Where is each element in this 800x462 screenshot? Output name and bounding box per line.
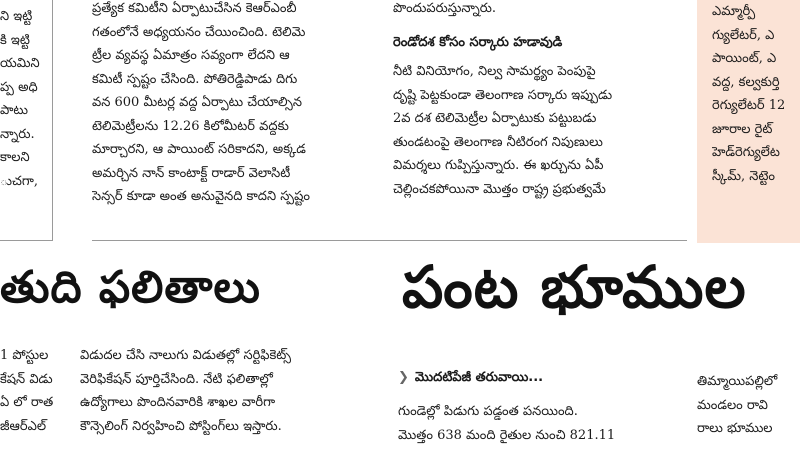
paragraph-end: పొందుపరుస్తున్నారు.	[393, 1, 497, 16]
text-line: ఉద్యోగాలు పొందినవారికి శాఖల వారీగా	[80, 395, 276, 410]
headline-right: పంట భూముల	[402, 253, 747, 321]
text-line: జూరాల రైట్	[712, 121, 773, 137]
text-line: మొత్తం 638 మంది రైతుల నుంచి 821.11	[398, 427, 616, 443]
text-line: ఎమ్మార్పీ	[712, 4, 756, 19]
text-line: వద్ద, కల్వకుర్తి	[712, 74, 780, 90]
text-line: న్నారు.	[0, 126, 35, 142]
text-line: పాటు	[0, 103, 28, 118]
continued-label: మొదటిపేజీ తరువాయి...	[414, 370, 544, 385]
text-line: అమర్చిన నాన్ కాంటాక్ట్ రాడార్ వెలాసిటీ	[92, 165, 291, 181]
text-line: హెడ్‌రెగ్యులేట	[712, 145, 780, 160]
text-line: ఏ లో రాత	[0, 395, 54, 410]
text-line: 1 పోస్టుల	[0, 348, 49, 363]
column-divider	[52, 0, 53, 240]
text-line: ప్రత్యేక కమిటీని ఏర్పాటుచేసిన కెఆర్‌ఎంబీ	[92, 1, 297, 16]
text-line: పాయింట్, ఎ	[712, 51, 777, 66]
highlight-box-text	[712, 0, 800, 188]
bottom-center-column	[80, 344, 370, 438]
text-line: జీఆర్‌ఎల్	[0, 418, 47, 434]
text-line: విడుదల చేసి నాలుగు విడుతల్లో సర్టిఫికెట్స్	[80, 348, 292, 363]
text-line: ని ఇట్టి	[0, 9, 33, 24]
text-line: ప్ప అధి	[0, 79, 38, 95]
text-line: కమిటీ స్పష్టం చేసింది. పోతిరెడ్డిపాడు దిగు	[92, 71, 298, 87]
text-line: వెరిఫికేషన్ పూర్తిచేసింది. నేటి ఫలితాల్లో	[80, 371, 273, 387]
subheading: రెండోదశ కోసం సర్కారు హడావుడి	[393, 34, 563, 50]
text-line: రెగ్యులేటర్ 12	[712, 98, 786, 113]
text-line: సెన్సర్ కూడా అంత అనువైనది కాదని స్పష్టం	[92, 189, 310, 204]
text-line: వన 600 మీటర్ల వద్ద ఏర్పాటు చేయాల్సిన	[92, 95, 302, 110]
text-line: యమిని	[0, 56, 40, 71]
text-line: కేషన్ విడు	[0, 371, 53, 387]
text-line: మండలం రావి	[697, 397, 768, 413]
text-line: విమర్శలు గుప్పిస్తున్నారు. ఈ ఖర్చును ఏపీ	[393, 158, 604, 173]
top-left-column	[0, 5, 50, 193]
text-line: గుండెల్లో పిడుగు పడ్డంత పనయింది.	[398, 404, 578, 419]
text-line: దృష్టి పెట్టకుండా తెలంగాణ సర్కారు ఇప్పుడు	[393, 87, 613, 103]
text-line: తిమ్మాయిపల్లిలో	[697, 374, 778, 389]
text-line: కి ఇట్టి	[0, 32, 30, 48]
text-line: తుండటంపై తెలంగాణ నీటిరంగ నిపుణులు	[393, 134, 603, 150]
text-line: కౌన్సెలింగ్ నిర్వహించి పోస్టింగ్‌లు ఇస్తారు.	[80, 418, 282, 434]
top-right-column	[393, 0, 683, 201]
top-center-column	[92, 0, 374, 209]
text-line: కాలని	[0, 150, 30, 165]
text-line: స్కీమ్, నెట్టెం	[712, 168, 775, 184]
text-line: మార్చారని, ఆ పాయింట్ సరికాదని, అక్కడ	[92, 142, 306, 157]
text-line: గ్యులేటర్, ఎ	[712, 27, 775, 43]
text-line: రాలు భూముల	[697, 421, 773, 436]
bottom-right-column	[398, 400, 680, 447]
continued-link[interactable]	[398, 370, 543, 388]
section-divider	[92, 240, 687, 241]
text-line: నీటి వినియోగం, నిల్వ సామర్థ్యం పెంపుపై	[393, 64, 596, 79]
text-line: చెల్లించకపోయినా మొత్తం రాష్ట్ర ప్రభుత్వమే	[393, 181, 606, 197]
text-line: ుచగా,	[0, 173, 38, 189]
chevron-right-icon: ❯	[398, 370, 409, 385]
text-line: గతంలోనే అధ్యయనం చేయించింది. టెలిమె	[92, 24, 306, 40]
text-line: ట్రీల వ్యవస్థ ఏమాత్రం సవ్యంగా లేదని ఆ	[92, 48, 290, 63]
text-line: టెలిమెట్రీలను 12.26 కిలోమీటర్ వద్దకు	[92, 118, 289, 134]
bottom-far-right-column	[697, 370, 800, 441]
headline-left: తుది ఫలితాలు	[0, 262, 261, 313]
text-line: 2వ దశ టెలిమెట్రీల ఏర్పాటుకు పట్టుబడు	[393, 111, 597, 126]
bottom-left-column	[0, 344, 60, 438]
column-bottom-rule	[0, 240, 53, 241]
